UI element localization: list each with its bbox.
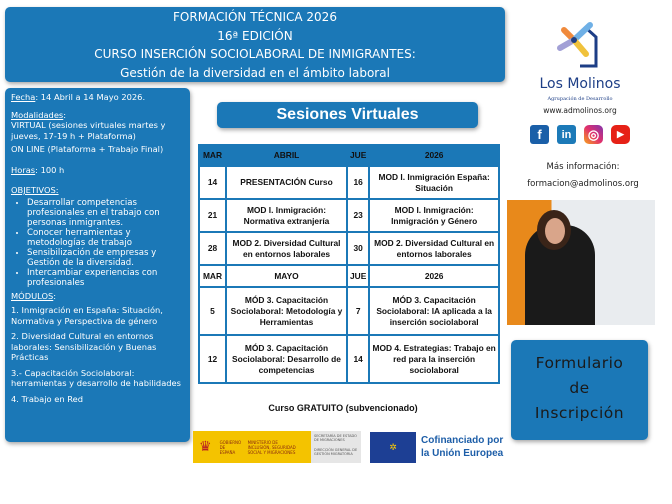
registration-form-button[interactable] <box>511 340 648 440</box>
ministerio-text: MINISTERIO DE INCLUSIÓN, SEGURIDAD SOCIAL Y MIGRACIONES <box>247 439 296 455</box>
brand-tagline: Agrupación de Desarrollo <box>547 96 613 102</box>
horas <box>11 165 184 176</box>
table-cell: 14 <box>347 335 369 383</box>
table-row <box>199 232 499 265</box>
instagram-icon[interactable]: ◎ <box>584 125 603 144</box>
objetivos-list <box>27 198 184 288</box>
los-molinos-logo-icon <box>540 20 620 70</box>
table-cell: MOD I. Inmigración: Inmigración y Género <box>369 199 499 232</box>
table-cell: MOD I. Inmigración España: Situación <box>369 166 499 199</box>
modulo-item: 1. Inmigración en España: Situación, Normativa y Perspectiva de género <box>11 305 163 326</box>
list-item: • Intercambiar experiencias con profesionales <box>27 268 184 288</box>
horas-label: Horas <box>11 164 36 175</box>
fecha <box>11 92 184 103</box>
form-button-line: Formulario <box>535 354 624 372</box>
header-line-2: 16ª EDICIÓN <box>217 28 293 43</box>
modulo-item: 2. Diversidad Cultural en entornos laborales: Sensibilización y Buenas Prácticas <box>11 331 157 362</box>
table-cell: 16 <box>347 166 369 199</box>
table-cell: 23 <box>347 199 369 232</box>
column-header: MAR <box>199 265 226 287</box>
table-cell: MÓD 3. Capacitación Sociolaboral: Desarrollo de competencias <box>226 335 347 383</box>
list-item: • Conocer herramientas y metodologías de trabajo <box>27 228 184 248</box>
fecha-label: Fecha <box>11 92 36 102</box>
table-cell: PRESENTACIÓN Curso <box>226 166 347 199</box>
secretaria-text: SECRETARÍA DE ESTADO DE MIGRACIONES <box>314 434 357 442</box>
table-cell: MÓD 3. Capacitación Sociolaboral: Metodología y Herramientas <box>226 287 347 335</box>
column-header: ABRIL <box>226 145 347 166</box>
coat-of-arms-icon: ♛ <box>199 439 212 455</box>
table-header-row <box>199 265 499 287</box>
column-header: JUE <box>347 265 369 287</box>
table-cell: 28 <box>199 232 226 265</box>
column-header: MAR <box>199 145 226 166</box>
table-header-row <box>199 145 499 166</box>
modalidad-virtual: VIRTUAL (sesiones virtuales martes y jueves, 17-19 h + Plataforma) <box>11 120 166 141</box>
list-item: • Sensibilización de empresas y Gestión de la diversidad. <box>27 248 184 268</box>
list-item: • Desarrollar competencias profesionales en el trabajo con personas inmigrantes. <box>27 198 184 228</box>
table-cell: MOD I. Inmigración: Normativa extranjería <box>226 199 347 232</box>
modulos-label: MÓDULOS <box>11 290 54 301</box>
more-info-label: Más información: <box>546 162 620 172</box>
table-row <box>199 199 499 232</box>
contact-email[interactable]: formacion@admolinos.org <box>527 179 639 189</box>
course-header <box>5 7 505 82</box>
modulo-item: 3.- Capacitación Sociolaboral: herramientas y desarrollo de habilidades <box>11 367 181 388</box>
horas-value: : 100 h <box>35 164 65 175</box>
table-cell: MOD 2. Diversidad Cultural en entornos laborales <box>369 232 499 265</box>
table-cell: 30 <box>347 232 369 265</box>
sessions-title: Sesiones Virtuales <box>217 102 478 128</box>
table-cell: MOD 4. Estrategias: Trabajo en red para la inserción sociolaboral <box>369 335 499 383</box>
header-line-3: CURSO INSERCIÓN SOCIOLABORAL DE INMIGRANTES: <box>94 47 416 61</box>
modalidad-online: ON LINE (Plataforma + Trabajo Final) <box>11 144 164 154</box>
linkedin-icon[interactable]: in <box>557 125 576 144</box>
form-button-line: de <box>569 379 590 397</box>
sessions-table <box>198 144 500 384</box>
eu-cofinanced-text: Cofinanciado por la Unión Europea <box>421 435 504 459</box>
gobierno-text: GOBIERNO DE ESPAÑA <box>219 439 242 455</box>
youtube-icon[interactable]: ▶ <box>611 125 630 144</box>
direccion-text: DIRECCIÓN GENERAL DE GESTIÓN MIGRATORIA <box>314 448 358 456</box>
column-header: 2026 <box>369 145 499 166</box>
social-links <box>530 125 630 144</box>
facebook-icon[interactable]: f <box>530 125 549 144</box>
table-row <box>199 287 499 335</box>
modalidades-label: Modalidades: <box>11 109 67 120</box>
table-row <box>199 166 499 199</box>
government-logo <box>193 431 361 463</box>
fecha-value: : 14 Abril a 14 Mayo 2026. <box>35 92 146 102</box>
website-link[interactable]: www.admolinos.org <box>543 106 617 115</box>
course-info-panel: Fecha: 14 Abril a 14 Mayo 2026. Modalidades: VIRTUAL (sesiones virtuales martes y jueves, 17-19 h + Plataforma) ON LINE (Plataforma + Trabajo Final) Horas: 100 h OBJETIVOS: • Desarrollar competencias profesionales en el trabajo con personas inmigrantes. • Conocer herramientas y metodologías de trabajo • Sensibilización de empresas y Gestión de la diversidad. • Intercambiar experiencias con profesionales MÓDULOS: 1. Inmigración en España: Situación, Normativa y Perspectiva de género 2. Diversidad Cultural en entornos laborales: Sensibilización y Buenas Prácticas 3.- Capacitación Sociolaboral: herramientas y desarrollo de habilidades 4. Trabajo en Red <box>5 88 190 442</box>
table-cell: 12 <box>199 335 226 383</box>
table-cell: 14 <box>199 166 226 199</box>
table-cell: 21 <box>199 199 226 232</box>
column-header: JUE <box>347 145 369 166</box>
column-header: MAYO <box>226 265 347 287</box>
modalidades-label-text: Modalidades <box>11 109 64 120</box>
brand-name: Los Molinos <box>539 76 621 92</box>
modulo-item: 4. Trabajo en Red <box>11 393 84 404</box>
header-line-1: FORMACIÓN TÉCNICA 2026 <box>173 10 337 24</box>
header-line-4: Gestión de la diversidad en el ámbito laboral <box>120 65 390 80</box>
contact-info <box>508 159 658 193</box>
table-cell: MÓD 3. Capacitación Sociolaboral: IA aplicada a la inserción sociolaboral <box>369 287 499 335</box>
table-cell: 5 <box>199 287 226 335</box>
free-course-note: Curso GRATUITO (subvencionado) <box>268 403 418 413</box>
table-row <box>199 335 499 383</box>
objetivos-label: OBJETIVOS: <box>11 185 59 195</box>
form-button-line: Inscripción <box>534 404 625 422</box>
speaker-photo <box>507 200 655 325</box>
table-cell: 7 <box>347 287 369 335</box>
table-cell: MOD 2. Diversidad Cultural en entornos laborales <box>226 232 347 265</box>
column-header: 2026 <box>369 265 499 287</box>
eu-flag-icon: ✲ <box>370 432 416 463</box>
